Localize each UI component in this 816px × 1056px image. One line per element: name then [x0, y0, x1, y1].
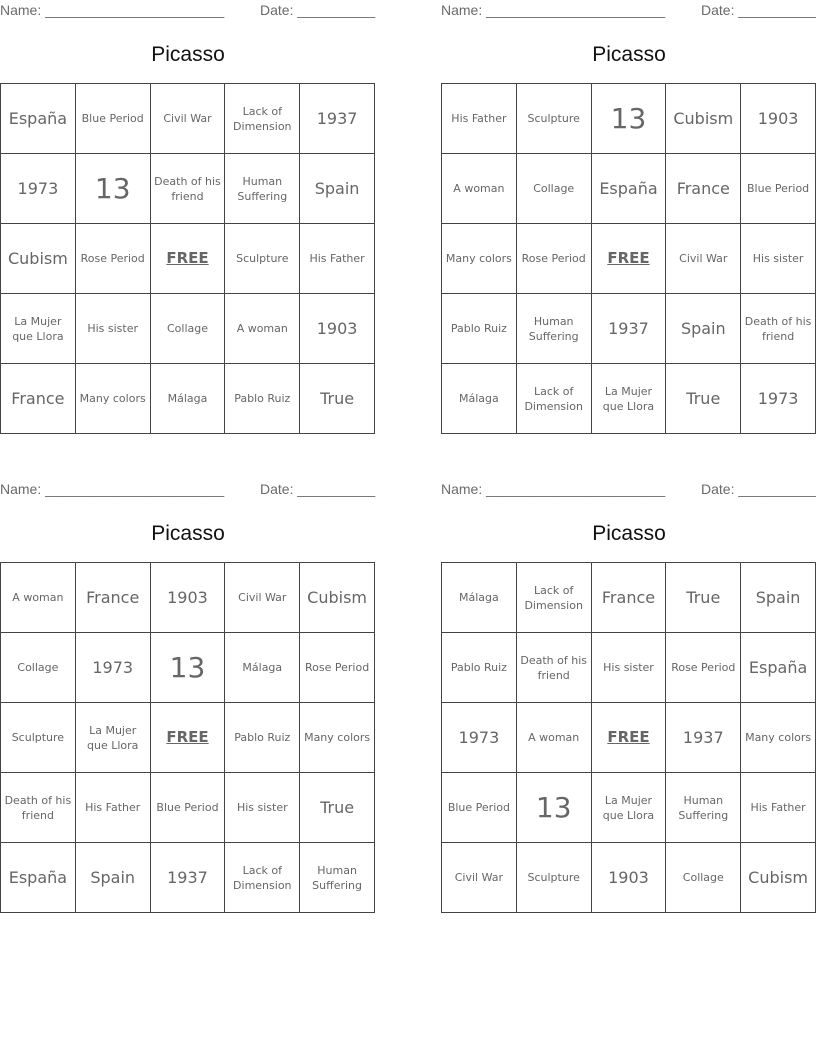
card-title: Picasso: [592, 522, 666, 545]
bingo-cell[interactable]: Blue Period: [151, 773, 226, 843]
bingo-cell[interactable]: Collage: [1, 633, 76, 703]
bingo-cell[interactable]: España: [592, 154, 667, 224]
bingo-cell[interactable]: France: [666, 154, 741, 224]
bingo-cell[interactable]: 1973: [1, 154, 76, 224]
bingo-cell[interactable]: Málaga: [442, 364, 517, 434]
bingo-cell[interactable]: Civil War: [666, 224, 741, 294]
bingo-cell[interactable]: Málaga: [225, 633, 300, 703]
bingo-cell[interactable]: 1937: [592, 294, 667, 364]
bingo-cell[interactable]: France: [592, 563, 667, 633]
bingo-cell[interactable]: Rose Period: [300, 633, 375, 703]
bingo-cell[interactable]: France: [1, 364, 76, 434]
bingo-cell[interactable]: True: [300, 773, 375, 843]
bingo-cell[interactable]: España: [741, 633, 816, 703]
bingo-cell[interactable]: Cubism: [300, 563, 375, 633]
card-title: Picasso: [151, 522, 225, 545]
date-field[interactable]: Date: __________: [701, 2, 816, 18]
bingo-cell[interactable]: Pablo Ruiz: [225, 703, 300, 773]
bingo-cell[interactable]: 1973: [741, 364, 816, 434]
bingo-cell[interactable]: Blue Period: [442, 773, 517, 843]
bingo-cell[interactable]: His sister: [225, 773, 300, 843]
date-field[interactable]: Date: __________: [260, 481, 376, 497]
bingo-cell[interactable]: España: [1, 843, 76, 913]
bingo-cell[interactable]: A woman: [225, 294, 300, 364]
bingo-cell[interactable]: True: [666, 364, 741, 434]
bingo-cell[interactable]: 1903: [741, 84, 816, 154]
bingo-cell[interactable]: Lack of Dimension: [517, 563, 592, 633]
bingo-cell[interactable]: Collage: [666, 843, 741, 913]
bingo-cell[interactable]: A woman: [1, 563, 76, 633]
bingo-cell[interactable]: 1937: [151, 843, 226, 913]
bingo-grid: [441, 83, 816, 434]
bingo-cell[interactable]: Sculpture: [517, 84, 592, 154]
name-field[interactable]: Name: _______________________: [441, 481, 666, 497]
bingo-cell[interactable]: His Father: [300, 224, 375, 294]
free-space-cell[interactable]: FREE: [151, 224, 226, 294]
bingo-cell[interactable]: Death of his friend: [517, 633, 592, 703]
name-field[interactable]: Name: _______________________: [0, 481, 225, 497]
bingo-cell[interactable]: Many colors: [300, 703, 375, 773]
bingo-cell[interactable]: Rose Period: [76, 224, 151, 294]
bingo-cell[interactable]: Collage: [517, 154, 592, 224]
bingo-cell[interactable]: Pablo Ruiz: [225, 364, 300, 434]
bingo-cell[interactable]: Death of his friend: [151, 154, 226, 224]
bingo-cell[interactable]: La Mujer que Llora: [1, 294, 76, 364]
bingo-cell[interactable]: His Father: [442, 84, 517, 154]
bingo-cell[interactable]: Spain: [666, 294, 741, 364]
card-title: Picasso: [592, 43, 666, 66]
bingo-cell[interactable]: 13: [151, 633, 226, 703]
bingo-cell[interactable]: Sculpture: [517, 843, 592, 913]
bingo-cell[interactable]: La Mujer que Llora: [592, 773, 667, 843]
free-space-cell[interactable]: FREE: [592, 224, 667, 294]
card-header: [441, 0, 816, 24]
card-header: [0, 479, 376, 503]
bingo-cell[interactable]: La Mujer que Llora: [76, 703, 151, 773]
bingo-cell[interactable]: True: [666, 563, 741, 633]
bingo-cell[interactable]: Human Suffering: [300, 843, 375, 913]
bingo-cell[interactable]: Spain: [741, 563, 816, 633]
bingo-cell[interactable]: Death of his friend: [1, 773, 76, 843]
bingo-cell[interactable]: 1937: [300, 84, 375, 154]
bingo-cell[interactable]: A woman: [517, 703, 592, 773]
bingo-cell[interactable]: Civil War: [151, 84, 226, 154]
bingo-cell[interactable]: 13: [592, 84, 667, 154]
bingo-cell[interactable]: Cubism: [666, 84, 741, 154]
bingo-cell[interactable]: Death of his friend: [741, 294, 816, 364]
bingo-cell[interactable]: Collage: [151, 294, 226, 364]
bingo-cell[interactable]: La Mujer que Llora: [592, 364, 667, 434]
bingo-cell[interactable]: A woman: [442, 154, 517, 224]
bingo-cell[interactable]: Pablo Ruiz: [442, 294, 517, 364]
card-header: [441, 479, 816, 503]
bingo-cell[interactable]: Cubism: [1, 224, 76, 294]
bingo-cell[interactable]: España: [1, 84, 76, 154]
bingo-cell[interactable]: Lack of Dimension: [225, 84, 300, 154]
bingo-cell[interactable]: 13: [517, 773, 592, 843]
free-space-cell[interactable]: FREE: [151, 703, 226, 773]
bingo-cell[interactable]: Málaga: [442, 563, 517, 633]
bingo-cell[interactable]: True: [300, 364, 375, 434]
bingo-cell[interactable]: Civil War: [442, 843, 517, 913]
bingo-cell[interactable]: Lack of Dimension: [225, 843, 300, 913]
bingo-cell[interactable]: Many colors: [442, 224, 517, 294]
bingo-cell[interactable]: His sister: [76, 294, 151, 364]
bingo-cell[interactable]: Spain: [76, 843, 151, 913]
bingo-cell[interactable]: 1937: [666, 703, 741, 773]
bingo-cell[interactable]: France: [76, 563, 151, 633]
bingo-grid: [441, 562, 816, 913]
date-field[interactable]: Date: __________: [260, 2, 376, 18]
bingo-cell[interactable]: Rose Period: [666, 633, 741, 703]
bingo-cell[interactable]: Many colors: [76, 364, 151, 434]
bingo-cell[interactable]: 1903: [151, 563, 226, 633]
bingo-cell[interactable]: His Father: [741, 773, 816, 843]
free-space-cell[interactable]: FREE: [592, 703, 667, 773]
bingo-cell[interactable]: His sister: [592, 633, 667, 703]
bingo-cell[interactable]: Sculpture: [225, 224, 300, 294]
bingo-cell[interactable]: Human Suffering: [225, 154, 300, 224]
bingo-cell[interactable]: Spain: [300, 154, 375, 224]
bingo-cell[interactable]: 1973: [442, 703, 517, 773]
bingo-cell[interactable]: 1903: [592, 843, 667, 913]
card-header: [0, 0, 376, 24]
bingo-cell[interactable]: Human Suffering: [666, 773, 741, 843]
bingo-cell[interactable]: Málaga: [151, 364, 226, 434]
bingo-cell[interactable]: Blue Period: [76, 84, 151, 154]
bingo-cell[interactable]: Lack of Dimension: [517, 364, 592, 434]
bingo-grid: [0, 83, 375, 434]
bingo-cell[interactable]: Human Suffering: [517, 294, 592, 364]
bingo-cell[interactable]: 13: [76, 154, 151, 224]
bingo-cell[interactable]: Civil War: [225, 563, 300, 633]
bingo-cell[interactable]: 1973: [76, 633, 151, 703]
name-field[interactable]: Name: _______________________: [0, 2, 225, 18]
name-field[interactable]: Name: _______________________: [441, 2, 666, 18]
bingo-cell[interactable]: Many colors: [741, 703, 816, 773]
bingo-cell[interactable]: Blue Period: [741, 154, 816, 224]
bingo-cell[interactable]: 1903: [300, 294, 375, 364]
card-title: Picasso: [151, 43, 225, 66]
bingo-grid: [0, 562, 375, 913]
bingo-cell[interactable]: His Father: [76, 773, 151, 843]
bingo-cell[interactable]: Rose Period: [517, 224, 592, 294]
bingo-cell[interactable]: His sister: [741, 224, 816, 294]
bingo-cell[interactable]: Pablo Ruiz: [442, 633, 517, 703]
date-field[interactable]: Date: __________: [701, 481, 816, 497]
bingo-cell[interactable]: Cubism: [741, 843, 816, 913]
bingo-cell[interactable]: Sculpture: [1, 703, 76, 773]
